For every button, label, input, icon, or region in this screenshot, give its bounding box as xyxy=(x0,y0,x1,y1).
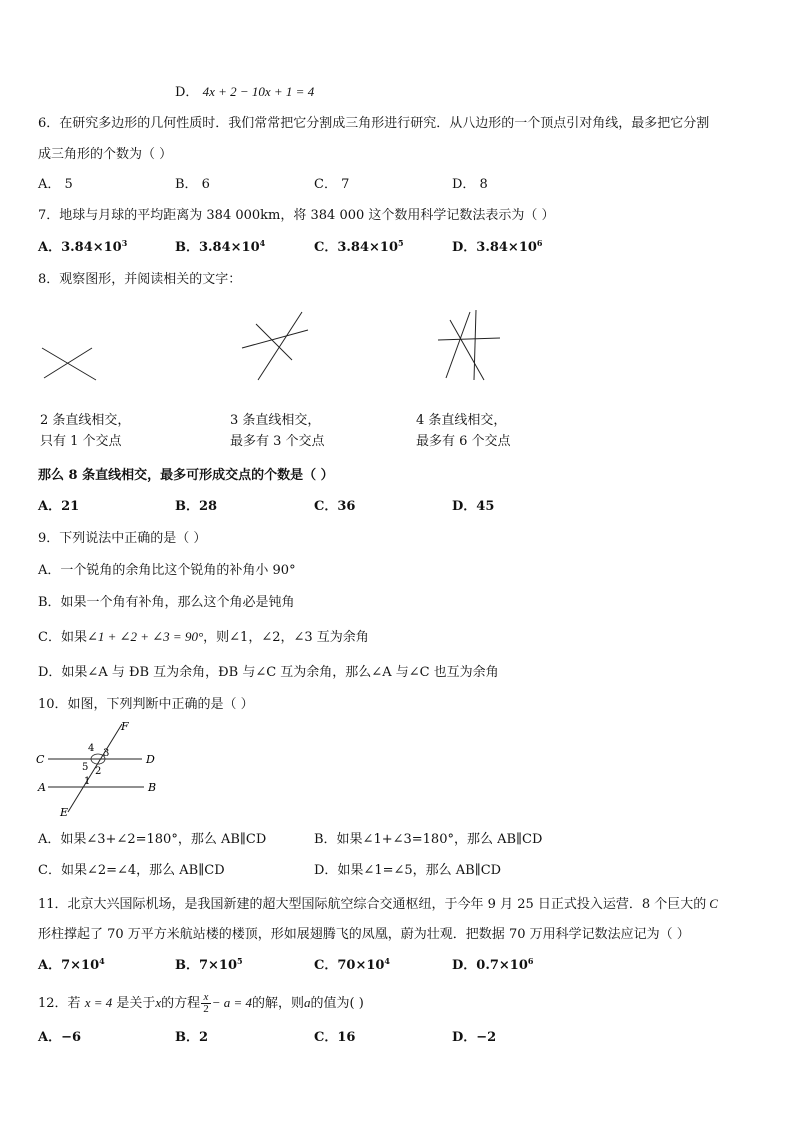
label-angle-2: 2 xyxy=(95,766,102,777)
label-angle-1: 1 xyxy=(84,776,91,787)
q7-option-b: B．$3.84\times 10^4$ xyxy=(175,238,266,255)
line-3 xyxy=(450,320,484,380)
q9-text: 9．下列说法中正确的是（ ） xyxy=(38,531,207,546)
q8-text: 8．观察图形，并阅读相关的文字： xyxy=(38,272,242,287)
q7-option-a: A．$3.84\times 10^3$ xyxy=(38,238,128,255)
q6-text-line1: 6．在研究多边形的几何性质时．我们常常把它分割成三角形进行研究．从八边形的一个顶点引对角线，最多把它分割 xyxy=(38,116,710,131)
q11-text-line1: 11．北京大兴国际机场，是我国新建的超大型国际航空综合交通枢纽，于今年 9 月 25 日正式投入运营．8 个巨大的 C xyxy=(38,896,718,912)
q11-option-b: B．$7\times 10^5$ xyxy=(175,956,243,973)
line-1 xyxy=(42,348,96,380)
q6-option-d: D． 8 xyxy=(452,177,488,192)
q11-option-c: C．$70\times 10^4$ xyxy=(314,956,390,973)
label-c: C xyxy=(36,753,45,766)
label-e: E xyxy=(60,806,69,819)
q9-option-a: A．一个锐角的余角比这个锐角的补角小 90° xyxy=(38,563,296,578)
q10-option-c: C．如果∠2=∠4，那么 AB∥CD xyxy=(38,863,225,878)
q6-option-b: B． 6 xyxy=(175,177,210,192)
q5-option-d-expr: 4x + 2 − 10x + 1 = 4 xyxy=(202,84,315,99)
q9-option-d: D．如果∠A 与 ÐB 互为余角，ÐB 与∠C 互为余角，那么∠A 与∠C 也互为余角 xyxy=(38,665,499,680)
figure-parallel-lines xyxy=(34,718,164,822)
q8-question: 那么 8 条直线相交，最多可形成交点的个数是（ ） xyxy=(38,468,334,483)
q6-text-line2: 成三角形的个数为（ ） xyxy=(38,147,173,162)
q8-option-d: D．45 xyxy=(452,499,495,514)
q12-text: 12．若 x = 4 是关于x的方程 $\frac{x}{2}$ − a = 4的解，则a的值为( ) xyxy=(38,991,364,1015)
label-d: D xyxy=(146,753,155,766)
line-2 xyxy=(258,312,302,380)
figure-three-lines xyxy=(236,308,316,384)
label-angle-4: 4 xyxy=(88,743,95,754)
q7-text: 7．地球与月球的平均距离为 384 000km，将 384 000 这个数用科学记数法表示为（ ） xyxy=(38,208,555,223)
caption-two-lines: 2 条直线相交， 只有 1 个交点 xyxy=(40,413,131,449)
q5-option-d: D． 4x + 2 − 10x + 1 = 4 xyxy=(175,84,315,100)
q7-option-d: D．$3.84\times 10^6$ xyxy=(452,238,543,255)
q11-option-a: A．$7\times 10^4$ xyxy=(38,956,105,973)
q10-option-d: D．如果∠1=∠5，那么 AB∥CD xyxy=(314,863,502,878)
q12-option-d: D．−2 xyxy=(452,1030,497,1045)
q6-option-c: C． 7 xyxy=(314,177,350,192)
caption-four-lines: 4 条直线相交， 最多有 6 个交点 xyxy=(416,413,511,449)
q8-option-c: C．36 xyxy=(314,499,356,514)
label-a: A xyxy=(38,781,46,794)
q9-option-c: C．如果∠1 + ∠2 + ∠3 = 90°，则∠1，∠2，∠3 互为余角 xyxy=(38,629,369,645)
q12-option-c: C．16 xyxy=(314,1030,356,1045)
q6-option-a: A． 5 xyxy=(38,177,73,192)
q12-option-a: A．−6 xyxy=(38,1030,82,1045)
line-2 xyxy=(474,310,476,380)
label-b: B xyxy=(148,781,157,794)
label-angle-5: 5 xyxy=(82,762,89,773)
q11-option-d: D．$0.7\times 10^6$ xyxy=(452,956,534,973)
line-4 xyxy=(446,312,470,378)
q12-option-b: B．2 xyxy=(175,1030,209,1045)
label-f: F xyxy=(121,720,129,733)
q11-text-line2: 形柱撑起了 70 万平方米航站楼的楼顶，形如展翅腾飞的凤凰，蔚为壮观．把数据 70 万用科学记数法应记为（ ） xyxy=(38,927,690,942)
q8-option-b: B．28 xyxy=(175,499,218,514)
q9-option-b: B．如果一个角有补角，那么这个角必是钝角 xyxy=(38,595,295,610)
q8-option-a: A．21 xyxy=(38,499,80,514)
q10-option-a: A．如果∠3+∠2=180°，那么 AB∥CD xyxy=(38,832,267,847)
q10-option-b: B．如果∠1+∠3=180°，那么 AB∥CD xyxy=(314,832,543,847)
line-1 xyxy=(242,330,308,348)
q12-fraction: $\frac{x}{2}$ xyxy=(203,991,209,1015)
line-1 xyxy=(438,338,500,340)
q10-text: 10．如图，下列判断中正确的是（ ） xyxy=(38,697,254,712)
label-angle-3: 3 xyxy=(103,748,110,759)
figure-four-lines xyxy=(436,308,506,384)
q9-option-c-expr: ∠1 + ∠2 + ∠3 = 90° xyxy=(86,629,204,644)
q7-option-c: C．$3.84\times 10^5$ xyxy=(314,238,404,255)
caption-three-lines: 3 条直线相交， 最多有 3 个交点 xyxy=(230,413,325,449)
figure-two-lines xyxy=(38,340,102,386)
